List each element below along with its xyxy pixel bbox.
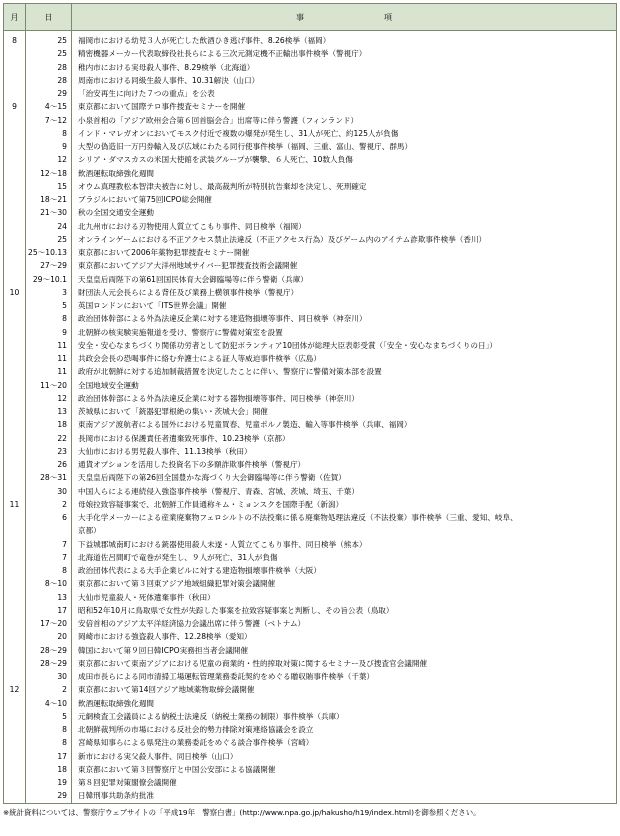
- event-cell: 周南市における同級生殺人事件、10.31解決（山口）: [72, 74, 617, 87]
- table-row: [4, 167, 617, 180]
- month-cell: [4, 710, 26, 723]
- event-cell: 秋の全国交通安全運動: [72, 206, 617, 219]
- month-cell: [4, 617, 26, 630]
- table-row: [4, 763, 617, 776]
- day-cell: 4～10: [26, 697, 72, 710]
- month-cell: 8: [4, 31, 26, 48]
- event-cell: 宮崎県知事らによる県発注の業務委託をめぐる談合事件検挙（宮崎）: [72, 736, 617, 749]
- event-cell: 東京都において第14回アジア地域薬物取締会議開催: [72, 683, 617, 696]
- month-cell: [4, 127, 26, 140]
- month-cell: [4, 471, 26, 484]
- day-cell: 8～10: [26, 577, 72, 590]
- event-cell: 韓国において第９回日韓ICPO実務担当者会議開催: [72, 644, 617, 657]
- month-cell: [4, 432, 26, 445]
- table-row: [4, 750, 617, 763]
- month-cell: [4, 153, 26, 166]
- day-cell: [26, 524, 72, 537]
- day-cell: 29: [26, 789, 72, 803]
- month-cell: [4, 511, 26, 524]
- day-cell: 8: [26, 312, 72, 325]
- month-cell: [4, 564, 26, 577]
- table-row: [4, 617, 617, 630]
- month-cell: [4, 206, 26, 219]
- event-cell: 北朝鮮の核実験実施報道を受け、警察庁に警備対策室を設置: [72, 326, 617, 339]
- month-cell: [4, 644, 26, 657]
- event-cell: 財団法人元会長らによる背任及び業務上横領事件検挙（警視庁）: [72, 286, 617, 299]
- month-cell: [4, 657, 26, 670]
- event-cell: 政治団体幹部による外為法違反企業に対する建造物損壊等事件、同日検挙（神奈川）: [72, 312, 617, 325]
- table-row: [4, 180, 617, 193]
- table-row: [4, 538, 617, 551]
- event-cell: 下益城郡城南町における銃器使用殺人未遂・人質立てこもり事件、同日検挙（熊本）: [72, 538, 617, 551]
- month-cell: [4, 405, 26, 418]
- month-cell: [4, 193, 26, 206]
- event-cell: 大型の偽造旧一万円券輸入及び広域にわたる同行使事件検挙（福岡、三重、富山、警視庁、群馬）: [72, 140, 617, 153]
- day-cell: 7～12: [26, 114, 72, 127]
- day-cell: 30: [26, 485, 72, 498]
- day-cell: 12～18: [26, 167, 72, 180]
- day-cell: 24: [26, 220, 72, 233]
- month-cell: [4, 445, 26, 458]
- table-row: [4, 498, 617, 511]
- event-cell: 北九州市における刃物使用人質立てこもり事件、同日検挙（福岡）: [72, 220, 617, 233]
- month-cell: [4, 61, 26, 74]
- day-cell: 2: [26, 498, 72, 511]
- month-cell: [4, 763, 26, 776]
- day-cell: 8: [26, 564, 72, 577]
- month-cell: [4, 259, 26, 272]
- table-row: [4, 220, 617, 233]
- day-cell: 13: [26, 405, 72, 418]
- event-cell: 北海道佐呂間町で竜巻が発生し、９人が死亡、31人が負傷: [72, 551, 617, 564]
- month-cell: [4, 312, 26, 325]
- table-row: [4, 74, 617, 87]
- day-cell: 26: [26, 458, 72, 471]
- table-row: [4, 736, 617, 749]
- table-row: [4, 273, 617, 286]
- event-cell: 政治団体代表による大手企業ビルに対する建造物損壊事件検挙（大阪）: [72, 564, 617, 577]
- table-row: [4, 127, 617, 140]
- event-cell: 北朝鮮裁判所の市場における反社会的勢力排除対策連絡協議会を設立: [72, 723, 617, 736]
- event-cell: 茨城県において「銃器犯罪根絶の集い・茨城大会」開催: [72, 405, 617, 418]
- day-cell: 11～20: [26, 379, 72, 392]
- month-cell: [4, 392, 26, 405]
- table-row: [4, 379, 617, 392]
- month-cell: [4, 591, 26, 604]
- table-row: [4, 776, 617, 789]
- table-row: [4, 31, 617, 48]
- event-cell: 英国ロンドンにおいて「ITS世界会議」開催: [72, 299, 617, 312]
- day-cell: 27～29: [26, 259, 72, 272]
- month-cell: [4, 220, 26, 233]
- day-cell: 20: [26, 630, 72, 643]
- month-cell: [4, 750, 26, 763]
- day-cell: 11: [26, 352, 72, 365]
- event-cell: オウム真理教松本智津夫被告に対し、最高裁判所が特別抗告棄却を決定し、死刑確定: [72, 180, 617, 193]
- day-cell: 12: [26, 392, 72, 405]
- event-cell: 政治団体幹部による外為法違反企業に対する器物損壊等事件、同日検挙（神奈川）: [72, 392, 617, 405]
- event-cell: 天皇皇后両陛下の第61回国民体育大会御臨場等に伴う警衛（兵庫）: [72, 273, 617, 286]
- month-cell: [4, 577, 26, 590]
- month-cell: 9: [4, 100, 26, 113]
- event-cell: 「治安再生に向けた７つの重点」を公表: [72, 87, 617, 100]
- event-cell: 東京都において国際テロ事件捜査セミナーを開催: [72, 100, 617, 113]
- month-cell: [4, 114, 26, 127]
- month-cell: [4, 140, 26, 153]
- table-row: [4, 432, 617, 445]
- event-cell: 京都）: [72, 524, 617, 537]
- month-cell: [4, 630, 26, 643]
- table-row: [4, 485, 617, 498]
- table-row: [4, 670, 617, 683]
- event-cell: 精密機器メーカー代表取締役社長らによる三次元測定機不正輸出事件検挙（警視庁）: [72, 47, 617, 60]
- table-row: [4, 140, 617, 153]
- table-row: [4, 604, 617, 617]
- table-row: [4, 326, 617, 339]
- event-cell: 天皇皇后両陛下の第26回全国豊かな海づくり大会御臨場等に伴う警衛（佐賀）: [72, 471, 617, 484]
- day-cell: 7: [26, 538, 72, 551]
- table-row: [4, 511, 617, 524]
- table-row: [4, 352, 617, 365]
- event-cell: 東京都において東南アジアにおける児童の商業的・性的搾取対策に関するセミナー及び捜査官会議開催: [72, 657, 617, 670]
- table-row: [4, 418, 617, 431]
- day-cell: 28～31: [26, 471, 72, 484]
- event-cell: 稚内市における実母殺人事件、8.29検挙（北海道）: [72, 61, 617, 74]
- month-cell: 12: [4, 683, 26, 696]
- table-row: [4, 697, 617, 710]
- event-cell: インド・マレガオンにおいてモスク付近で複数の爆発が発生し、31人が死亡、約125人が負傷: [72, 127, 617, 140]
- event-cell: 昭和52年10月に鳥取県で女性が失踪した事案を拉致容疑事案と判断し、その旨公表（鳥取）: [72, 604, 617, 617]
- month-cell: [4, 326, 26, 339]
- month-cell: [4, 233, 26, 246]
- day-cell: 28: [26, 61, 72, 74]
- day-cell: 11: [26, 339, 72, 352]
- table-row: [4, 233, 617, 246]
- table-row: [4, 591, 617, 604]
- day-cell: 17: [26, 750, 72, 763]
- table-row: [4, 644, 617, 657]
- day-cell: 11: [26, 365, 72, 378]
- event-cell: 日韓刑事共助条約批准: [72, 789, 617, 803]
- day-cell: 12: [26, 153, 72, 166]
- day-cell: 6: [26, 511, 72, 524]
- month-cell: [4, 365, 26, 378]
- month-cell: 10: [4, 286, 26, 299]
- event-cell: ブラジルにおいて第75回ICPO総会開催: [72, 193, 617, 206]
- table-row: [4, 723, 617, 736]
- month-cell: [4, 458, 26, 471]
- event-cell: 中国人らによる連続侵入強盗事件検挙（警視庁、青森、宮城、茨城、埼玉、千葉）: [72, 485, 617, 498]
- table-row: [4, 458, 617, 471]
- month-cell: [4, 604, 26, 617]
- event-cell: 岡崎市における強盗殺人事件、12.28検挙（愛知）: [72, 630, 617, 643]
- day-cell: 4～15: [26, 100, 72, 113]
- event-cell: 大仙市における男児殺人事件、11.13検挙（秋田）: [72, 445, 617, 458]
- table-row: [4, 683, 617, 696]
- table-body: [4, 31, 617, 804]
- month-cell: [4, 246, 26, 259]
- day-cell: 8: [26, 723, 72, 736]
- day-cell: 8: [26, 127, 72, 140]
- table-row: [4, 299, 617, 312]
- month-cell: [4, 723, 26, 736]
- table-row: [4, 564, 617, 577]
- chronology-table-wrapper: [3, 3, 616, 818]
- table-row: [4, 312, 617, 325]
- month-cell: [4, 47, 26, 60]
- table-row: [4, 206, 617, 219]
- event-cell: 元網検査工会議員による納税士法違反（納税士業務の制限）事件検挙（兵庫）: [72, 710, 617, 723]
- month-cell: [4, 339, 26, 352]
- day-cell: 30: [26, 670, 72, 683]
- month-cell: [4, 379, 26, 392]
- event-cell: 共政会会長の恐喝事件に絡む弁護士による証人等威迫事件検挙（広島）: [72, 352, 617, 365]
- month-cell: [4, 670, 26, 683]
- month-cell: [4, 485, 26, 498]
- day-cell: 13: [26, 591, 72, 604]
- event-cell: 福岡市における幼児３人が死亡した飲酒ひき逃げ事件、8.26検挙（福岡）: [72, 31, 617, 48]
- event-cell: 大仙市児童殺人・死体遺棄事件（秋田）: [72, 591, 617, 604]
- day-cell: 8: [26, 736, 72, 749]
- day-cell: 5: [26, 710, 72, 723]
- header-month: 月: [4, 4, 26, 31]
- header-day: 日: [26, 4, 72, 31]
- event-cell: 飲酒運転取締強化週間: [72, 697, 617, 710]
- event-cell: 飲酒運転取締強化週間: [72, 167, 617, 180]
- month-cell: [4, 273, 26, 286]
- table-row: [4, 153, 617, 166]
- month-cell: [4, 551, 26, 564]
- table-row: [4, 405, 617, 418]
- day-cell: 15: [26, 180, 72, 193]
- month-cell: [4, 776, 26, 789]
- day-cell: 25: [26, 31, 72, 48]
- month-cell: [4, 524, 26, 537]
- event-cell: オンラインゲームにおける不正アクセス禁止法違反（不正アクセス行為）及びゲーム内のアイテム詐欺事件検挙（香川）: [72, 233, 617, 246]
- table-row: [4, 339, 617, 352]
- month-cell: [4, 789, 26, 803]
- day-cell: 21～30: [26, 206, 72, 219]
- table-row: [4, 365, 617, 378]
- month-cell: [4, 736, 26, 749]
- day-cell: 25～10.13: [26, 246, 72, 259]
- event-cell: 安倍首相のアジア太平洋経済協力会議出席に伴う警護（ベトナム）: [72, 617, 617, 630]
- event-cell: 東京都において2006年薬物犯罪捜査セミナー開催: [72, 246, 617, 259]
- table-row: [4, 657, 617, 670]
- day-cell: 25: [26, 47, 72, 60]
- table-row: [4, 471, 617, 484]
- day-cell: 18: [26, 763, 72, 776]
- day-cell: 19: [26, 776, 72, 789]
- month-cell: [4, 352, 26, 365]
- event-cell: 長岡市における保護責任者遺棄致死事件、10.23検挙（京都）: [72, 432, 617, 445]
- table-row: [4, 577, 617, 590]
- day-cell: 28～29: [26, 657, 72, 670]
- table-row: [4, 392, 617, 405]
- event-cell: 大手化学メーカーによる産業廃棄物フェロシルトの不法投棄に係る廃棄物処理法違反（不法投棄）事件検挙（三重、愛知、岐阜、: [72, 511, 617, 524]
- event-cell: 成田市長らによる同市清掃工場運転管理業務委託契約をめぐる贈収賄事件検挙（千葉）: [72, 670, 617, 683]
- table-row: [4, 551, 617, 564]
- month-cell: [4, 538, 26, 551]
- event-cell: 母娘拉致容疑事案で、北朝鮮工作員通称キム・ミョンスクを国際手配（新潟）: [72, 498, 617, 511]
- table-row: [4, 61, 617, 74]
- event-cell: 通貨オプションを活用した投資名下の多額詐欺事件検挙（警視庁）: [72, 458, 617, 471]
- table-header-row: [4, 4, 617, 31]
- day-cell: 25: [26, 233, 72, 246]
- table-row: [4, 630, 617, 643]
- event-cell: 東南アジア渡航者による国外における児童買春、児童ポルノ製造、輸入等事件検挙（兵庫、福岡）: [72, 418, 617, 431]
- day-cell: 5: [26, 299, 72, 312]
- day-cell: 22: [26, 432, 72, 445]
- table-row: [4, 193, 617, 206]
- month-cell: [4, 74, 26, 87]
- event-cell: 東京都においてアジア大洋州地域サイバー犯罪捜査技術会議開催: [72, 259, 617, 272]
- month-cell: 11: [4, 498, 26, 511]
- table-row: [4, 524, 617, 537]
- month-cell: [4, 87, 26, 100]
- day-cell: 28～29: [26, 644, 72, 657]
- day-cell: 29～10.1: [26, 273, 72, 286]
- chronology-table: [3, 3, 617, 804]
- event-cell: 安全・安心なまちづくり関係功労者として防犯ボランティア10団体が総理大臣表彰受賞（「安全・安心なまちづくりの日」）: [72, 339, 617, 352]
- table-row: [4, 246, 617, 259]
- event-cell: 東京都において第３回東アジア地域組織犯罪対策会議開催: [72, 577, 617, 590]
- month-cell: [4, 418, 26, 431]
- table-row: [4, 710, 617, 723]
- day-cell: 9: [26, 140, 72, 153]
- event-cell: シリア・ダマスカスの米国大使館を武装グループが襲撃、６人死亡、10数人負傷: [72, 153, 617, 166]
- month-cell: [4, 167, 26, 180]
- event-cell: 小泉首相の「アジア欧州会合第６回首脳会合」出席等に伴う警護（フィンランド）: [72, 114, 617, 127]
- month-cell: [4, 180, 26, 193]
- table-row: [4, 259, 617, 272]
- event-cell: 全国地域安全運動: [72, 379, 617, 392]
- header-event: 事 項: [72, 4, 617, 31]
- day-cell: 18～21: [26, 193, 72, 206]
- month-cell: [4, 697, 26, 710]
- event-cell: 東京都において第３回警察庁と中国公安部による協議開催: [72, 763, 617, 776]
- table-row: [4, 445, 617, 458]
- day-cell: 28: [26, 74, 72, 87]
- day-cell: 3: [26, 286, 72, 299]
- event-cell: 第８回犯罪対策閣僚会議開催: [72, 776, 617, 789]
- footnote: ※統計資料については、警察庁ウェブサイトの「平成19年 警察白書」(http://www.npa.go.jp/hakusho/h19/index.html)を御参照ください。: [3, 807, 481, 817]
- event-cell: 新市における実父殺人事件、同日検挙（山口）: [72, 750, 617, 763]
- table-row: [4, 47, 617, 60]
- day-cell: 17～20: [26, 617, 72, 630]
- event-cell: 政府が北朝鮮に対する追加制裁措置を決定したことに伴い、警察庁に警備対策本部を設置: [72, 365, 617, 378]
- day-cell: 29: [26, 87, 72, 100]
- table-row: [4, 286, 617, 299]
- day-cell: 18: [26, 418, 72, 431]
- table-row: [4, 114, 617, 127]
- day-cell: 17: [26, 604, 72, 617]
- table-row: [4, 789, 617, 803]
- day-cell: 7: [26, 551, 72, 564]
- table-row: [4, 100, 617, 113]
- day-cell: 9: [26, 326, 72, 339]
- table-row: [4, 87, 617, 100]
- month-cell: [4, 299, 26, 312]
- day-cell: 2: [26, 683, 72, 696]
- day-cell: 23: [26, 445, 72, 458]
